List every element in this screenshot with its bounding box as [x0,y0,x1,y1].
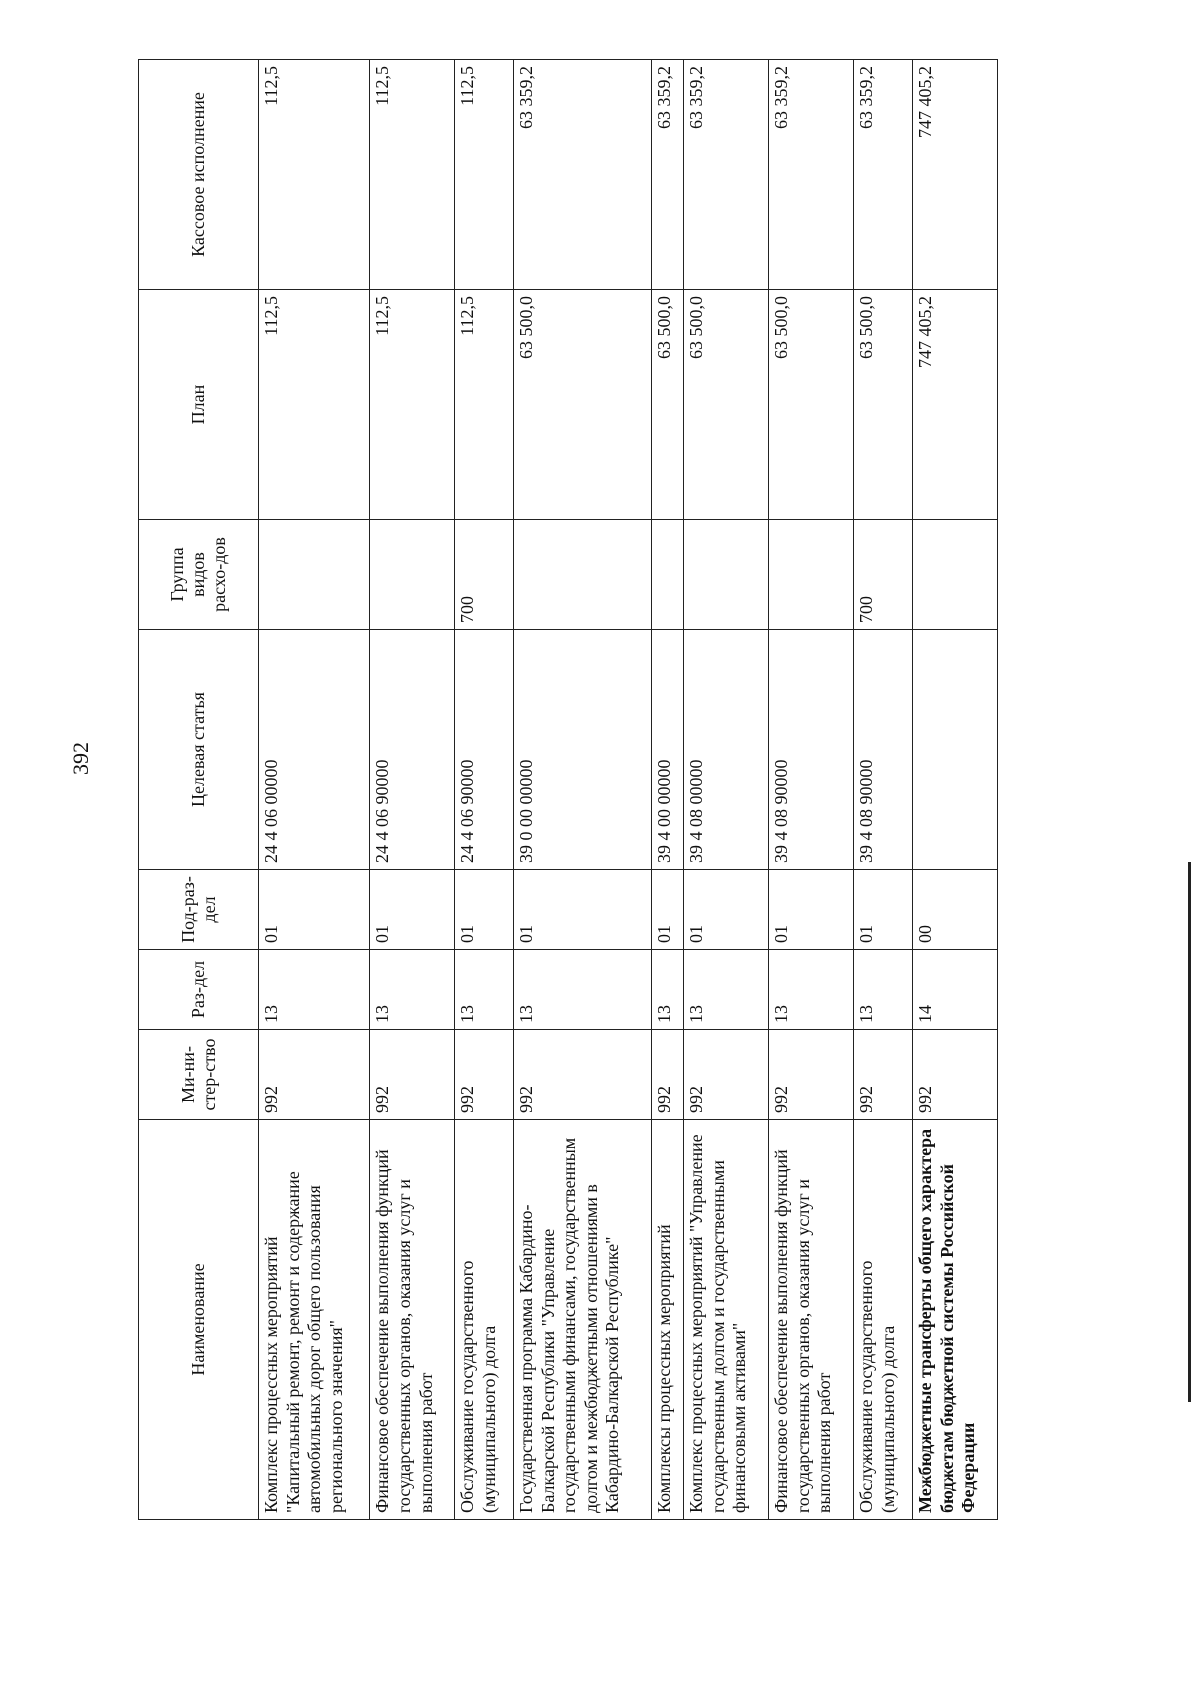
cell-subsection: 01 [514,870,652,950]
budget-table-container [138,60,998,1520]
cell-plan: 747 405,2 [912,290,997,520]
header-group: Группа видов расхо-дов [139,520,259,630]
budget-table [138,59,998,1520]
page-number: 392 [68,742,93,775]
table-row [854,60,913,1520]
cell-name: Комплексы процессных мероприятий [651,1120,683,1520]
cell-exec: 112,5 [455,60,514,290]
cell-subsection: 01 [684,870,769,950]
cell-plan: 112,5 [455,290,514,520]
cell-exec: 63 359,2 [651,60,683,290]
cell-group [514,520,652,630]
cell-subsection: 01 [769,870,854,950]
cell-exec: 112,5 [370,60,455,290]
table-row [259,60,370,1520]
cell-plan: 63 500,0 [514,290,652,520]
cell-name: Обслуживание государственного (муниципального) долга [854,1120,913,1520]
cell-ministry: 992 [912,1030,997,1120]
cell-plan: 112,5 [370,290,455,520]
cell-group: 700 [854,520,913,630]
cell-target: 39 4 08 90000 [854,630,913,870]
cell-target: 24 4 06 90000 [370,630,455,870]
cell-name: Обслуживание государственного (муниципального) долга [455,1120,514,1520]
cell-section: 14 [912,950,997,1030]
cell-subsection: 01 [854,870,913,950]
cell-section: 13 [684,950,769,1030]
cell-ministry: 992 [259,1030,370,1120]
cell-name: Финансовое обеспечение выполнения функций государственных органов, оказания услуг и выполнения работ [370,1120,455,1520]
table-row [514,60,652,1520]
cell-group [259,520,370,630]
cell-section: 13 [455,950,514,1030]
cell-plan: 63 500,0 [769,290,854,520]
cell-ministry: 992 [370,1030,455,1120]
cell-section: 13 [370,950,455,1030]
cell-plan: 63 500,0 [684,290,769,520]
cell-section: 13 [769,950,854,1030]
header-exec: Кассовое исполнение [139,60,259,290]
cell-section: 13 [259,950,370,1030]
cell-group [370,520,455,630]
cell-target: 39 4 08 00000 [684,630,769,870]
cell-ministry: 992 [769,1030,854,1120]
cell-subsection: 01 [259,870,370,950]
header-subsection: Под-раз-дел [139,870,259,950]
cell-section: 13 [651,950,683,1030]
cell-subsection: 01 [651,870,683,950]
cell-name: Межбюджетные трансферты общего характера бюджетам бюджетной системы Российской Федерации [912,1120,997,1520]
table-row [684,60,769,1520]
table-row [370,60,455,1520]
cell-plan: 112,5 [259,290,370,520]
table-row [651,60,683,1520]
header-ministry: Ми-ни-стер-ство [139,1030,259,1120]
cell-ministry: 992 [854,1030,913,1120]
cell-name: Финансовое обеспечение выполнения функций государственных органов, оказания услуг и выполнения работ [769,1120,854,1520]
header-section: Раз-дел [139,950,259,1030]
table-row [769,60,854,1520]
cell-subsection: 01 [455,870,514,950]
cell-target: 39 4 00 00000 [651,630,683,870]
cell-group [651,520,683,630]
header-plan: План [139,290,259,520]
cell-target: 39 4 08 90000 [769,630,854,870]
cell-subsection: 01 [370,870,455,950]
table-row [455,60,514,1520]
cell-target: 24 4 06 00000 [259,630,370,870]
cell-section: 13 [514,950,652,1030]
cell-group [684,520,769,630]
cell-name: Комплекс процессных мероприятий "Управление государственным долгом и государственными финансовыми активами" [684,1120,769,1520]
cell-target [912,630,997,870]
table-header-row [139,60,259,1520]
cell-ministry: 992 [514,1030,652,1120]
cell-group [912,520,997,630]
cell-exec: 63 359,2 [684,60,769,290]
cell-plan: 63 500,0 [651,290,683,520]
cell-ministry: 992 [651,1030,683,1120]
header-target: Целевая статья [139,630,259,870]
cell-name: Комплекс процессных мероприятий "Капитальный ремонт, ремонт и содержание автомобильных дорог общего пользования регионального значения" [259,1120,370,1520]
cell-target: 39 0 00 00000 [514,630,652,870]
cell-ministry: 992 [684,1030,769,1120]
cell-exec: 747 405,2 [912,60,997,290]
cell-exec: 112,5 [259,60,370,290]
table-row [912,60,997,1520]
cell-exec: 63 359,2 [769,60,854,290]
cell-plan: 63 500,0 [854,290,913,520]
cell-subsection: 00 [912,870,997,950]
cell-group [769,520,854,630]
cell-section: 13 [854,950,913,1030]
cell-name: Государственная программа Кабардино-Балкарской Республики "Управление государственными финансами, государственным долгом и межбюджетными отношениями в Кабардино-Балкарской Республике" [514,1120,652,1520]
cell-exec: 63 359,2 [854,60,913,290]
cell-ministry: 992 [455,1030,514,1120]
cell-target: 24 4 06 90000 [455,630,514,870]
scan-edge-line [1188,862,1191,1402]
header-name: Наименование [139,1120,259,1520]
cell-group: 700 [455,520,514,630]
cell-exec: 63 359,2 [514,60,652,290]
